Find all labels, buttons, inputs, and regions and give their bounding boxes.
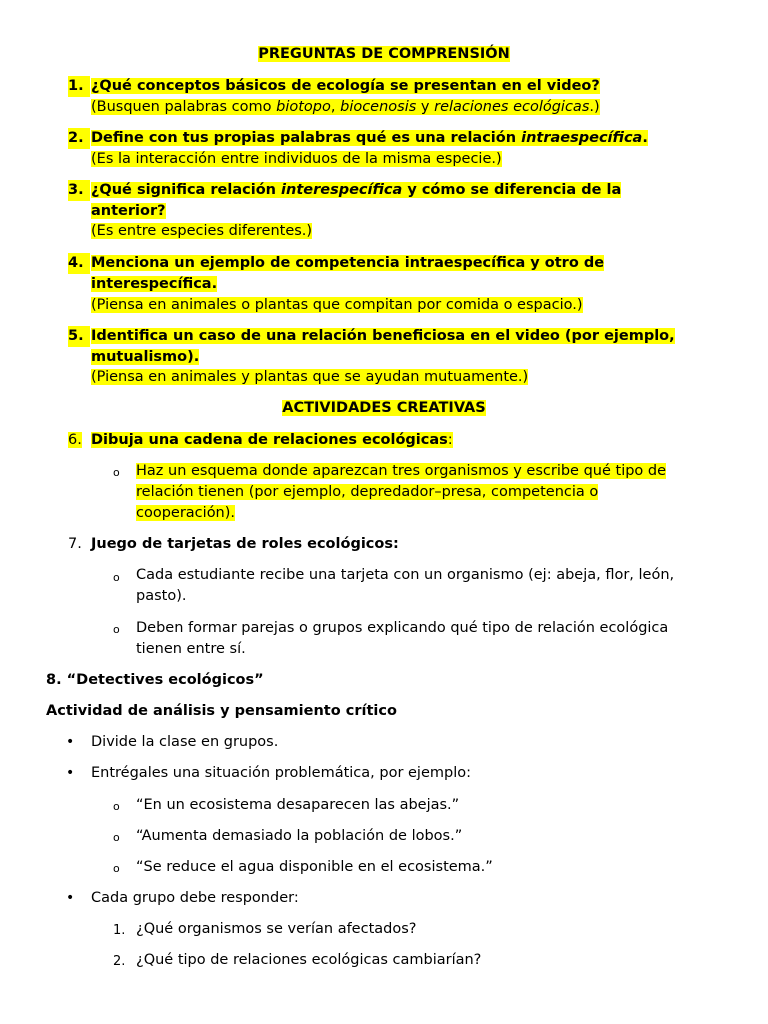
question-1-number: 1. bbox=[68, 76, 90, 97]
item6-colon: : bbox=[447, 432, 453, 448]
q4-hint-text: (Piensa en animales o plantas que compitan por comida o espacio.) bbox=[91, 297, 583, 313]
item-6-sub-line2 bbox=[136, 482, 598, 503]
item-7-number: 7. bbox=[68, 536, 82, 552]
item6-title-text: Dibuja una cadena de relaciones ecológicas bbox=[91, 432, 448, 448]
item-6-sub-line1 bbox=[136, 461, 666, 482]
q5-hint-text: (Piensa en animales y plantas que se ayudan mutuamente.) bbox=[91, 369, 529, 385]
question-2-hint bbox=[91, 149, 502, 170]
q2-seg: Define con tus propias palabras qué es una relación bbox=[91, 130, 522, 146]
heading-comprehension bbox=[0, 44, 768, 65]
item-8-bullet-1: Divide la clase en grupos. bbox=[91, 734, 279, 750]
item-6-number bbox=[68, 430, 90, 451]
q5-line1: Identifica un caso de una relación beneficiosa en el video (por ejemplo, bbox=[91, 328, 675, 344]
item-8-title: 8. “Detectives ecológicos” bbox=[46, 672, 264, 688]
sub-bullet-icon: o bbox=[113, 800, 120, 813]
item-6-title bbox=[91, 430, 453, 451]
situation-3: “Se reduce el agua disponible en el ecosistema.” bbox=[136, 859, 493, 875]
hint-term-biocenosis: biocenosis bbox=[340, 99, 417, 115]
hint-seg: y bbox=[416, 99, 435, 115]
question-3-text-line1 bbox=[91, 180, 621, 201]
item-7-sub1-line2: pasto). bbox=[136, 588, 187, 604]
bullet-icon: • bbox=[66, 890, 75, 906]
q2-hint-text: (Es la interacción entre individuos de la misma especie.) bbox=[91, 151, 502, 167]
question-3-hint bbox=[91, 221, 312, 242]
question-1-text bbox=[91, 76, 600, 97]
question-2-text bbox=[91, 128, 648, 149]
question-4-number: 4. bbox=[68, 253, 90, 274]
item-7-sub1-line1: Cada estudiante recibe una tarjeta con un organismo (ej: abeja, flor, león, bbox=[136, 567, 675, 583]
item-7-sub2-line1: Deben formar parejas o grupos explicando qué tipo de relación ecológica bbox=[136, 620, 669, 636]
sub-bullet-icon: o bbox=[113, 466, 120, 479]
q5-line2: mutualismo). bbox=[91, 349, 200, 365]
item6-num-text: 6. bbox=[68, 432, 82, 448]
item-8-bullet-3: Cada grupo debe responder: bbox=[91, 890, 299, 906]
situation-1: “En un ecosistema desaparecen las abejas.” bbox=[136, 797, 460, 813]
heading2-text: ACTIVIDADES CREATIVAS bbox=[282, 400, 486, 416]
question-2-number: 2. bbox=[68, 128, 90, 149]
item-7-title: Juego de tarjetas de roles ecológicos: bbox=[91, 536, 399, 552]
question-5-number: 5. bbox=[68, 326, 90, 347]
hint-term-relaciones: relaciones ecológicas bbox=[434, 99, 590, 115]
q2-term: intraespecífica bbox=[521, 130, 643, 146]
q3-term: interespecífica bbox=[281, 182, 403, 198]
question-5-hint bbox=[91, 367, 528, 388]
answer-2-number: 2. bbox=[113, 954, 126, 969]
item-8-bullet-2: Entrégales una situación problemática, por ejemplo: bbox=[91, 765, 471, 781]
question-3-text-line2 bbox=[91, 201, 166, 222]
item-8-subtitle: Actividad de análisis y pensamiento crítico bbox=[46, 703, 397, 719]
answer-2-text: ¿Qué tipo de relaciones ecológicas cambiarían? bbox=[136, 952, 482, 968]
heading-text: PREGUNTAS DE COMPRENSIÓN bbox=[258, 46, 510, 62]
q3-line2: anterior? bbox=[91, 203, 166, 219]
hint-seg: (Busquen palabras como bbox=[91, 99, 277, 115]
item6-sub-text: relación tienen (por ejemplo, depredador–presa, competencia o bbox=[136, 484, 599, 500]
question-4-text-line2 bbox=[91, 274, 217, 295]
q4-line2: interespecífica. bbox=[91, 276, 218, 292]
sub-bullet-icon: o bbox=[113, 623, 120, 636]
answer-1-text: ¿Qué organismos se verían afectados? bbox=[136, 921, 417, 937]
question-4-hint bbox=[91, 295, 583, 316]
heading-creative-activities bbox=[0, 398, 768, 419]
question-5-text-line2 bbox=[91, 347, 199, 368]
hint-seg: , bbox=[330, 99, 341, 115]
question-1-hint bbox=[91, 97, 600, 118]
q3-seg: ¿Qué significa relación bbox=[91, 182, 282, 198]
situation-2: “Aumenta demasiado la población de lobos.” bbox=[136, 828, 463, 844]
question-4-text-line1 bbox=[91, 253, 604, 274]
q3-hint-text: (Es entre especies diferentes.) bbox=[91, 223, 313, 239]
answer-1-number: 1. bbox=[113, 923, 126, 938]
item6-sub-text: Haz un esquema donde aparezcan tres organismos y escribe qué tipo de bbox=[136, 463, 667, 479]
q1-line1: ¿Qué conceptos básicos de ecología se presentan en el video? bbox=[91, 78, 600, 94]
q2-seg: . bbox=[642, 130, 648, 146]
q4-line1: Menciona un ejemplo de competencia intraespecífica y otro de bbox=[91, 255, 605, 271]
question-5-text-line1 bbox=[91, 326, 675, 347]
sub-bullet-icon: o bbox=[113, 571, 120, 584]
question-3-number: 3. bbox=[68, 180, 90, 201]
bullet-icon: • bbox=[66, 765, 75, 781]
sub-bullet-icon: o bbox=[113, 831, 120, 844]
item-6-sub-line3 bbox=[136, 503, 235, 524]
hint-term-biotopo: biotopo bbox=[276, 99, 331, 115]
q3-seg: y cómo se diferencia de la bbox=[402, 182, 622, 198]
hint-seg: .) bbox=[589, 99, 600, 115]
bullet-icon: • bbox=[66, 734, 75, 750]
sub-bullet-icon: o bbox=[113, 862, 120, 875]
item-7-sub2-line2: tienen entre sí. bbox=[136, 641, 246, 657]
item6-sub-text: cooperación). bbox=[136, 505, 236, 521]
